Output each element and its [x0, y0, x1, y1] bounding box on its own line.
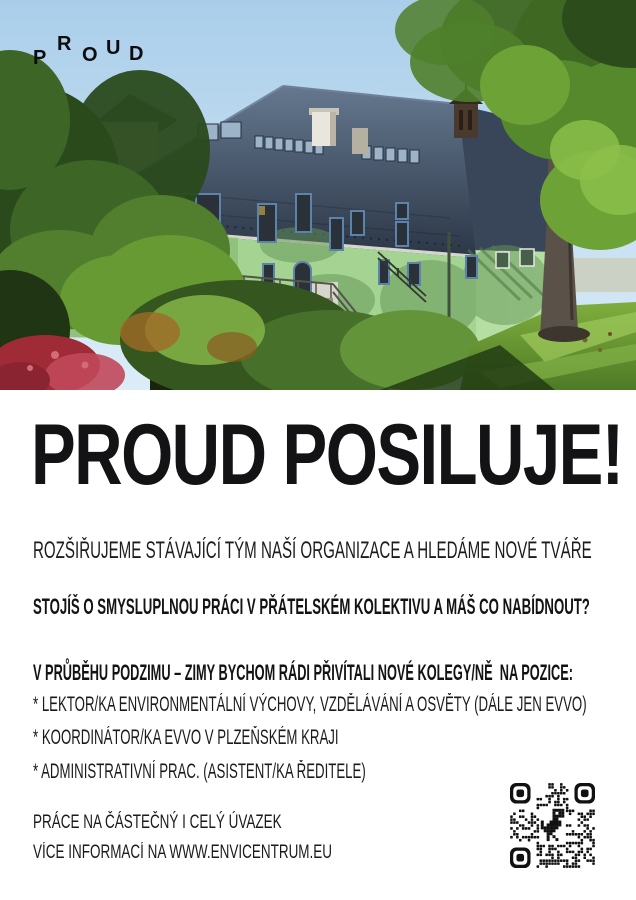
- position-item: * KOORDINÁTOR/KA EVVO V PLZEŇSKÉM KRAJI: [33, 726, 339, 749]
- qr-code: [510, 783, 595, 868]
- intro-text: V PRŮBĚHU PODZIMU – ZIMY BYCHOM RÁDI PŘIVÍTALI NOVÉ KOLEGY/NĚ NA POZICE:: [33, 660, 573, 685]
- subheadline-text: ROZŠIŘUJEME STÁVAJÍCÍ TÝM NAŠÍ ORGANIZACE A HLEDÁME NOVÉ TVÁŘE: [33, 537, 592, 564]
- question-text: STOJÍŠ O SMYSLUPLNOU PRÁCI V PŘÁTELSKÉM KOLEKTIVU A MÁŠ CO NABÍDNOUT?: [33, 594, 590, 619]
- proud-logo: [0, 0, 200, 90]
- logo-letter-d: D: [129, 43, 144, 65]
- headline: PROUD POSILUJE!: [31, 407, 623, 503]
- more-info-text: VÍCE INFORMACÍ NA WWW.ENVICENTRUM.EU: [33, 842, 333, 863]
- employment-text: PRÁCE NA ČÁSTEČNÝ I CELÝ ÚVAZEK: [33, 812, 282, 833]
- logo-letter-p: P: [33, 47, 47, 69]
- logo-letter-r: R: [57, 33, 72, 55]
- position-item: * LEKTOR/KA ENVIRONMENTÁLNÍ VÝCHOVY, VZDĚLÁVÁNÍ A OSVĚTY (DÁLE JEN EVVO): [33, 693, 587, 716]
- logo-letter-o: O: [82, 44, 98, 66]
- position-item: * ADMINISTRATIVNÍ PRAC. (ASISTENT/KA ŘEDITELE): [33, 760, 366, 783]
- background-fence: [570, 258, 636, 292]
- logo-letter-u: U: [106, 37, 121, 59]
